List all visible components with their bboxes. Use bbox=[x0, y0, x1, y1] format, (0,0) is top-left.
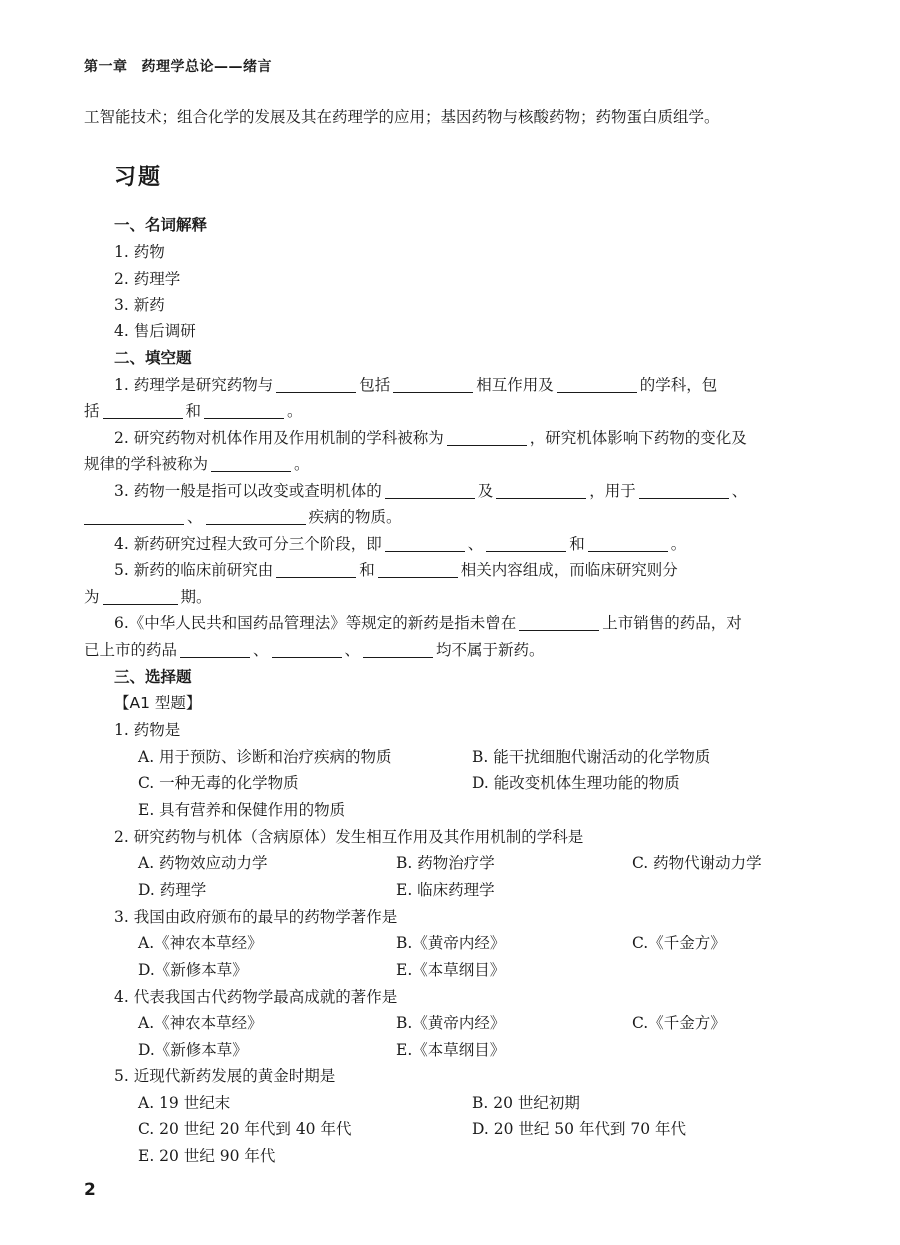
question-text: 规律的学科被称为 bbox=[84, 455, 209, 473]
section-title: 习题 bbox=[114, 165, 163, 190]
mc-option[interactable]: A.《神农本草经》 bbox=[138, 1014, 263, 1032]
mc-option[interactable]: B. 药物治疗学 bbox=[396, 854, 495, 872]
mc-option[interactable]: C.《千金方》 bbox=[632, 934, 726, 952]
mc-option[interactable]: C. 一种无毒的化学物质 bbox=[138, 774, 299, 792]
question-text: 疾病的物质。 bbox=[308, 508, 402, 526]
term-item: 3. 新药 bbox=[114, 296, 165, 314]
question-text: 、 bbox=[344, 641, 361, 659]
mc-option[interactable]: B. 能干扰细胞代谢活动的化学物质 bbox=[472, 748, 711, 766]
question-text: 和 bbox=[185, 402, 202, 420]
chapter-title: 药理学总论——绪言 bbox=[141, 59, 272, 75]
mc-question-stem: 3. 我国由政府颁布的最早的药物学著作是 bbox=[114, 908, 398, 926]
chapter-label: 第一章 bbox=[84, 59, 128, 75]
question-text: 及 bbox=[477, 482, 494, 500]
question-text: ，用于 bbox=[589, 482, 636, 500]
answer-blank[interactable] bbox=[363, 639, 433, 658]
mc-option[interactable]: A. 用于预防、诊断和治疗疾病的物质 bbox=[138, 748, 392, 766]
intro-line: 工智能技术；组合化学的发展及其在药理学的应用；基因药物与核酸药物；药物蛋白质组学。 bbox=[84, 108, 720, 126]
question-text: 的学科，包 bbox=[639, 376, 718, 394]
answer-blank[interactable] bbox=[557, 374, 637, 393]
mc-option[interactable]: D. 药理学 bbox=[138, 881, 207, 899]
mc-option[interactable]: C.《千金方》 bbox=[632, 1014, 726, 1032]
answer-blank[interactable] bbox=[276, 559, 356, 578]
question-text: 。 bbox=[670, 535, 687, 553]
question-text: 上市销售的药品，对 bbox=[602, 614, 742, 632]
answer-blank[interactable] bbox=[447, 427, 527, 446]
question-text: 。 bbox=[294, 455, 310, 473]
answer-blank[interactable] bbox=[385, 533, 465, 552]
fill-question-5-cont bbox=[84, 584, 212, 610]
question-text: 相关内容组成，而临床研究则分 bbox=[460, 561, 678, 579]
answer-blank[interactable] bbox=[272, 639, 342, 658]
mc-option[interactable]: A. 药物效应动力学 bbox=[138, 854, 268, 872]
mc-option[interactable]: B.《黄帝内经》 bbox=[396, 934, 506, 952]
question-text: 和 bbox=[359, 561, 375, 579]
mc-question-stem: 5. 近现代新药发展的黄金时期是 bbox=[114, 1067, 336, 1085]
mc-option[interactable]: D.《新修本草》 bbox=[138, 961, 248, 979]
question-text: 。 bbox=[287, 402, 303, 420]
part2-heading: 二、填空题 bbox=[114, 349, 192, 367]
mc-question-stem: 2. 研究药物与机体（含病原体）发生相互作用及其作用机制的学科是 bbox=[114, 828, 584, 846]
answer-blank[interactable] bbox=[486, 533, 566, 552]
answer-blank[interactable] bbox=[206, 506, 306, 525]
mc-option[interactable]: D. 20 世纪 50 年代到 70 年代 bbox=[472, 1120, 687, 1138]
question-text: 均不属于新药。 bbox=[436, 641, 545, 659]
question-text: 3. 药物一般是指可以改变或查明机体的 bbox=[114, 482, 382, 500]
fill-question-4 bbox=[114, 531, 686, 557]
question-type-label: 【A1 型题】 bbox=[114, 694, 202, 712]
fill-question-6-cont bbox=[84, 637, 545, 663]
mc-option[interactable]: A. 19 世纪末 bbox=[138, 1094, 231, 1112]
mc-option[interactable]: D. 能改变机体生理功能的物质 bbox=[472, 774, 680, 792]
question-text: 、 bbox=[731, 482, 748, 500]
mc-option[interactable]: D.《新修本草》 bbox=[138, 1041, 248, 1059]
mc-option[interactable]: E.《本草纲目》 bbox=[396, 961, 506, 979]
fill-question-6 bbox=[114, 610, 742, 636]
answer-blank[interactable] bbox=[588, 533, 668, 552]
term-item: 2. 药理学 bbox=[114, 270, 181, 288]
answer-blank[interactable] bbox=[385, 480, 475, 499]
answer-blank[interactable] bbox=[393, 374, 473, 393]
mc-option[interactable]: B. 20 世纪初期 bbox=[472, 1094, 580, 1112]
question-text: 4. 新药研究过程大致可分三个阶段，即 bbox=[114, 535, 382, 553]
question-text: 期。 bbox=[180, 588, 212, 606]
mc-option[interactable]: A.《神农本草经》 bbox=[138, 934, 263, 952]
question-text: 、 bbox=[253, 641, 269, 659]
question-text: 、 bbox=[467, 535, 484, 553]
fill-question-2-cont bbox=[84, 451, 310, 477]
answer-blank[interactable] bbox=[639, 480, 729, 499]
answer-blank[interactable] bbox=[211, 453, 291, 472]
page-number: 2 bbox=[84, 1180, 96, 1200]
answer-blank[interactable] bbox=[519, 612, 599, 631]
question-text: 1. 药理学是研究药物与 bbox=[114, 376, 274, 394]
answer-blank[interactable] bbox=[276, 374, 356, 393]
question-text: 2. 研究药物对机体作用及作用机制的学科被称为 bbox=[114, 429, 444, 447]
mc-question-stem: 1. 药物是 bbox=[114, 721, 181, 739]
mc-option[interactable]: C. 20 世纪 20 年代到 40 年代 bbox=[138, 1120, 352, 1138]
question-text: 、 bbox=[187, 508, 203, 526]
answer-blank[interactable] bbox=[204, 400, 284, 419]
fill-question-3-cont bbox=[84, 504, 402, 530]
answer-blank[interactable] bbox=[378, 559, 458, 578]
term-item: 1. 药物 bbox=[114, 243, 165, 261]
question-text: 为 bbox=[84, 588, 100, 606]
mc-option[interactable]: E.《本草纲目》 bbox=[396, 1041, 506, 1059]
fill-question-3 bbox=[114, 478, 747, 504]
term-item: 4. 售后调研 bbox=[114, 322, 196, 340]
question-text: ，研究机体影响下药物的变化及 bbox=[529, 429, 747, 447]
mc-question-stem: 4. 代表我国古代药物学最高成就的著作是 bbox=[114, 988, 398, 1006]
mc-option[interactable]: C. 药物代谢动力学 bbox=[632, 854, 762, 872]
question-text: 5. 新药的临床前研究由 bbox=[114, 561, 274, 579]
question-text: 6.《中华人民共和国药品管理法》等规定的新药是指未曾在 bbox=[114, 614, 517, 632]
question-text: 包括 bbox=[359, 376, 391, 394]
mc-option[interactable]: E. 20 世纪 90 年代 bbox=[138, 1147, 276, 1165]
part3-heading: 三、选择题 bbox=[114, 668, 192, 686]
question-text: 括 bbox=[84, 402, 100, 420]
mc-option[interactable]: B.《黄帝内经》 bbox=[396, 1014, 506, 1032]
question-text: 已上市的药品 bbox=[84, 641, 178, 659]
mc-option[interactable]: E. 具有营养和保健作用的物质 bbox=[138, 801, 346, 819]
answer-blank[interactable] bbox=[180, 639, 250, 658]
question-text: 和 bbox=[569, 535, 585, 553]
part1-heading: 一、名词解释 bbox=[114, 216, 208, 234]
answer-blank[interactable] bbox=[103, 586, 178, 605]
mc-option[interactable]: E. 临床药理学 bbox=[396, 881, 495, 899]
answer-blank[interactable] bbox=[84, 506, 184, 525]
fill-question-5 bbox=[114, 557, 678, 583]
running-header bbox=[84, 56, 272, 76]
fill-question-2 bbox=[114, 425, 747, 451]
question-text: 相互作用及 bbox=[476, 376, 554, 394]
fill-question-1 bbox=[114, 372, 717, 398]
answer-blank[interactable] bbox=[496, 480, 586, 499]
fill-question-1-cont bbox=[84, 398, 303, 424]
answer-blank[interactable] bbox=[103, 400, 183, 419]
